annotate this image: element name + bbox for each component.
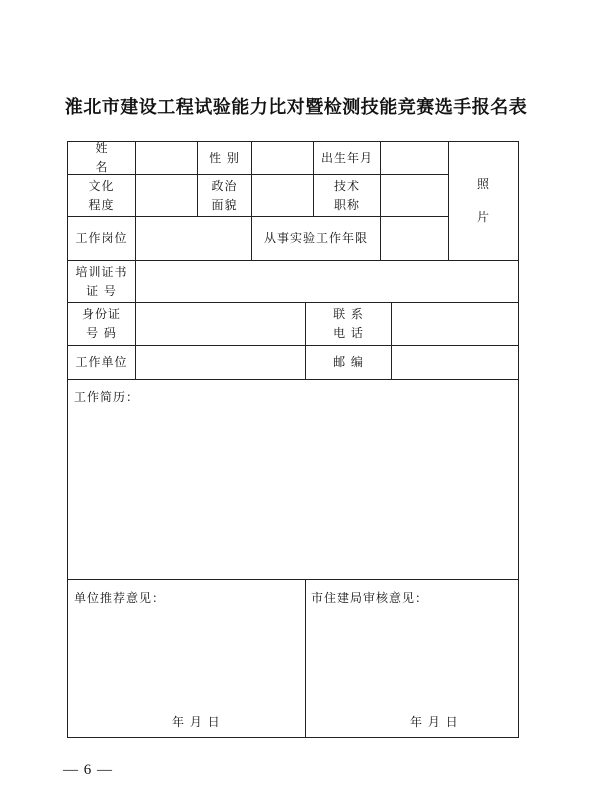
registration-form-table: [67, 141, 519, 738]
resume-label: 工作简历：: [74, 390, 140, 404]
contact-field[interactable]: [392, 303, 518, 345]
form-title: 淮北市建设工程试验能力比对暨检测技能竞赛选手报名表: [64, 97, 528, 118]
id-field[interactable]: [136, 303, 305, 345]
birth-label: 出生年月: [320, 150, 373, 165]
bureau-opinion-label: 市住建局审核意见：: [311, 591, 429, 605]
employer-field[interactable]: [136, 346, 305, 379]
unit-opinion-area[interactable]: [68, 580, 305, 737]
cert-field[interactable]: [136, 261, 518, 302]
job-post-label: 工作岗位: [75, 231, 128, 245]
employer-label: 工作单位: [75, 355, 128, 369]
education-label: 文化 程度: [88, 178, 115, 212]
bureau-date-label: 年 月 日: [410, 715, 459, 729]
name-field[interactable]: [136, 142, 197, 174]
gender-label: 性 别: [209, 150, 240, 165]
photo-area[interactable]: [449, 142, 518, 260]
bureau-opinion-area[interactable]: [306, 580, 518, 737]
cert-label: 培训证书 证 号: [75, 264, 128, 298]
name-label: 姓 名: [95, 141, 120, 174]
unit-date-label: 年 月 日: [172, 715, 221, 729]
political-field[interactable]: [252, 175, 313, 216]
education-field[interactable]: [136, 175, 197, 216]
gender-field[interactable]: [252, 142, 313, 174]
tech-title-field[interactable]: [381, 175, 448, 216]
postcode-label: 邮 编: [333, 355, 364, 369]
resume-area[interactable]: [68, 380, 518, 579]
job-post-field[interactable]: [136, 217, 251, 260]
photo-label-2: 片: [476, 210, 490, 224]
postcode-field[interactable]: [392, 346, 518, 379]
work-years-field[interactable]: [381, 217, 448, 260]
birth-field[interactable]: [381, 142, 448, 174]
contact-label: 联 系 电 话: [333, 307, 364, 340]
political-label: 政治 面貌: [211, 178, 238, 212]
unit-opinion-label: 单位推荐意见：: [74, 591, 166, 605]
page-number: — 6 —: [63, 762, 113, 778]
work-years-label: 从事实验工作年限: [263, 231, 368, 245]
tech-title-label: 技术 职称: [333, 178, 360, 212]
photo-label-1: 照: [476, 177, 490, 191]
id-label: 身份证 号 码: [81, 307, 121, 340]
